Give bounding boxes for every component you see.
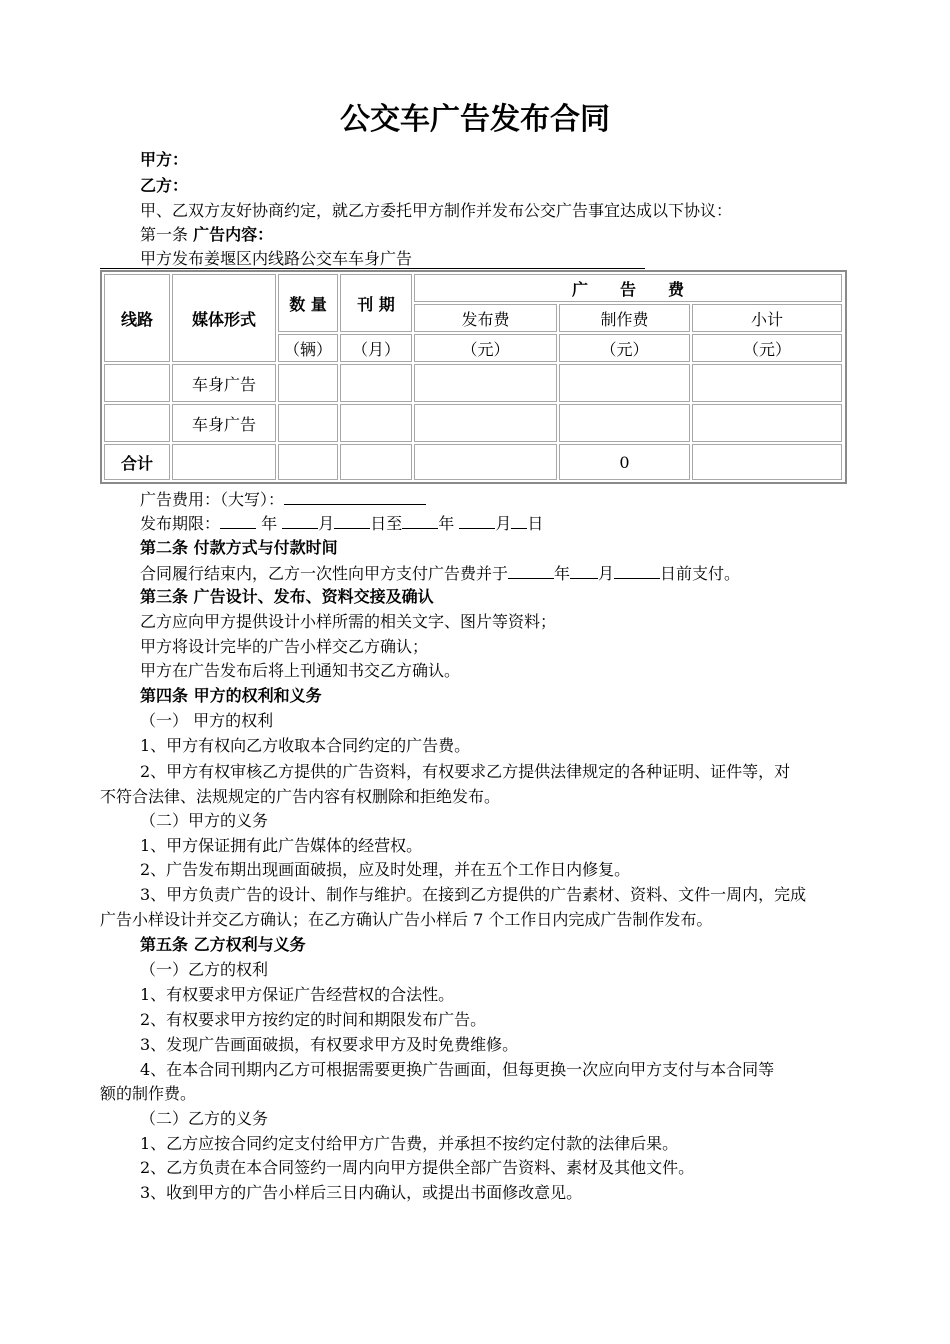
period-year2: 年	[438, 514, 455, 533]
period-month2: 月	[495, 514, 512, 533]
article-4-right-2b: 不符合法律、法规规定的广告内容有权删除和拒绝发布。	[100, 787, 501, 806]
article-1-content-text: 甲方发布姜堰区内线路公交车车身广告	[140, 249, 413, 268]
article-4-duty-1: 1、甲方保证拥有此广告媒体的经营权。	[140, 836, 423, 855]
article-1-title: 广告内容：	[193, 225, 274, 244]
article-5-duty-2: 2、乙方负责在本合同签约一周内向甲方提供全部广告资料、素材及其他文件。	[140, 1158, 695, 1177]
total-quantity	[278, 444, 338, 480]
fee-amount-blank	[284, 488, 426, 505]
row1-quantity	[278, 364, 338, 402]
total-publish-fee	[414, 444, 557, 480]
article-2-month: 月	[598, 564, 615, 583]
article-2-text-a: 合同履行结束内，乙方一次性向甲方支付广告费并于	[140, 564, 509, 583]
article-2-heading: 第二条 付款方式与付款时间	[140, 538, 338, 557]
row1-period	[340, 364, 412, 402]
header-period: 刊 期	[340, 274, 412, 332]
row2-publish-fee	[414, 404, 557, 442]
row2-subtotal	[692, 404, 842, 442]
period-day-to: 日至	[370, 514, 403, 533]
article-4-duty-2: 2、广告发布期出现画面破损，应及时处理，并在五个工作日内修复。	[140, 860, 631, 879]
row2-make-fee	[559, 404, 690, 442]
header-ad-fee: 广 告 费	[414, 274, 842, 302]
article-4-section-2: （二）甲方的义务	[140, 811, 269, 830]
unit-publish-fee: （元）	[414, 334, 557, 362]
unit-subtotal: （元）	[692, 334, 842, 362]
row1-make-fee	[559, 364, 690, 402]
row2-period	[340, 404, 412, 442]
total-period	[340, 444, 412, 480]
article-5-right-4b: 额的制作费。	[100, 1084, 197, 1103]
article-5-right-1: 1、有权要求甲方保证广告经营权的合法性。	[140, 985, 455, 1004]
article-5-right-4a: 4、在本合同刊期内乙方可根据需要更换广告画面，但每更换一次应向甲方支付与本合同等	[140, 1060, 775, 1079]
article-3-item-3: 甲方在广告发布后将上刊通知书交乙方确认。	[140, 661, 461, 680]
article-4-duty-3a: 3、甲方负责广告的设计、制作与维护。在接到乙方提供的广告素材、资料、文件一周内，完成	[140, 885, 807, 904]
header-quantity: 数 量	[278, 274, 338, 332]
article-5-right-3: 3、发现广告画面破损，有权要求甲方及时免费维修。	[140, 1035, 519, 1054]
header-subtotal: 小计	[692, 304, 842, 332]
article-3-item-1: 乙方应向甲方提供设计小样所需的相关文字、图片等资料；	[140, 612, 557, 631]
article-1-heading	[140, 224, 273, 246]
article-2-paragraph	[140, 562, 740, 584]
article-1-content	[100, 248, 645, 269]
article-3-heading: 第三条 广告设计、发布、资料交接及确认	[140, 587, 434, 606]
row2-quantity	[278, 404, 338, 442]
intro-paragraph: 甲、乙双方友好协商约定，就乙方委托甲方制作并发布公交广告事宜达成以下协议：	[140, 201, 733, 220]
row2-route	[104, 404, 170, 442]
row1-subtotal	[692, 364, 842, 402]
period-day2: 日	[527, 514, 544, 533]
article-4-right-1: 1、甲方有权向乙方收取本合同约定的广告费。	[140, 736, 471, 755]
row2-media: 车身广告	[172, 404, 276, 442]
article-4-section-1: （一） 甲方的权利	[140, 711, 274, 730]
unit-period: （月）	[340, 334, 412, 362]
header-publish-fee: 发布费	[414, 304, 557, 332]
article-5-right-2: 2、有权要求甲方按约定的时间和期限发布广告。	[140, 1010, 487, 1029]
ad-fee-table	[100, 270, 847, 484]
total-media	[172, 444, 276, 480]
article-4-duty-3b: 广告小样设计并交乙方确认；在乙方确认广告小样后 7 个工作日内完成广告制作发布。	[100, 910, 713, 929]
total-subtotal	[692, 444, 842, 480]
total-make-fee: 0	[559, 444, 690, 480]
header-media: 媒体形式	[172, 274, 276, 362]
publish-period-line	[140, 512, 543, 534]
fee-amount-line	[140, 488, 426, 510]
publish-period-label: 发布期限：	[140, 514, 221, 533]
article-2-text-end: 日前支付。	[660, 564, 741, 583]
article-5-heading: 第五条 乙方权利与义务	[140, 935, 306, 954]
article-5-duty-3: 3、收到甲方的广告小样后三日内确认，或提出书面修改意见。	[140, 1183, 583, 1202]
article-2-year: 年	[554, 564, 571, 583]
total-label: 合计	[104, 444, 170, 480]
article-5-duty-1: 1、乙方应按合同约定支付给甲方广告费，并承担不按约定付款的法律后果。	[140, 1134, 679, 1153]
period-year1: 年	[261, 514, 278, 533]
article-5-section-2: （二）乙方的义务	[140, 1109, 269, 1128]
party-a-label: 甲方：	[140, 150, 189, 169]
article-1-prefix: 第一条	[140, 225, 189, 244]
row1-publish-fee	[414, 364, 557, 402]
row1-media: 车身广告	[172, 364, 276, 402]
article-5-section-1: （一）乙方的权利	[140, 960, 269, 979]
unit-make-fee: （元）	[559, 334, 690, 362]
party-b-label: 乙方：	[140, 176, 189, 195]
header-route: 线路	[104, 274, 170, 362]
fee-amount-label: 广告费用：（大写）：	[140, 490, 285, 509]
row1-route	[104, 364, 170, 402]
unit-quantity: （辆）	[278, 334, 338, 362]
article-3-item-2: 甲方将设计完毕的广告小样交乙方确认；	[140, 637, 429, 656]
header-make-fee: 制作费	[559, 304, 690, 332]
contract-title: 公交车广告发布合同	[340, 102, 610, 137]
article-4-right-2a: 2、甲方有权审核乙方提供的广告资料，有权要求乙方提供法律规定的各种证明、证件等，对	[140, 762, 791, 781]
period-month1: 月	[318, 514, 335, 533]
article-4-heading: 第四条 甲方的权利和义务	[140, 686, 322, 705]
